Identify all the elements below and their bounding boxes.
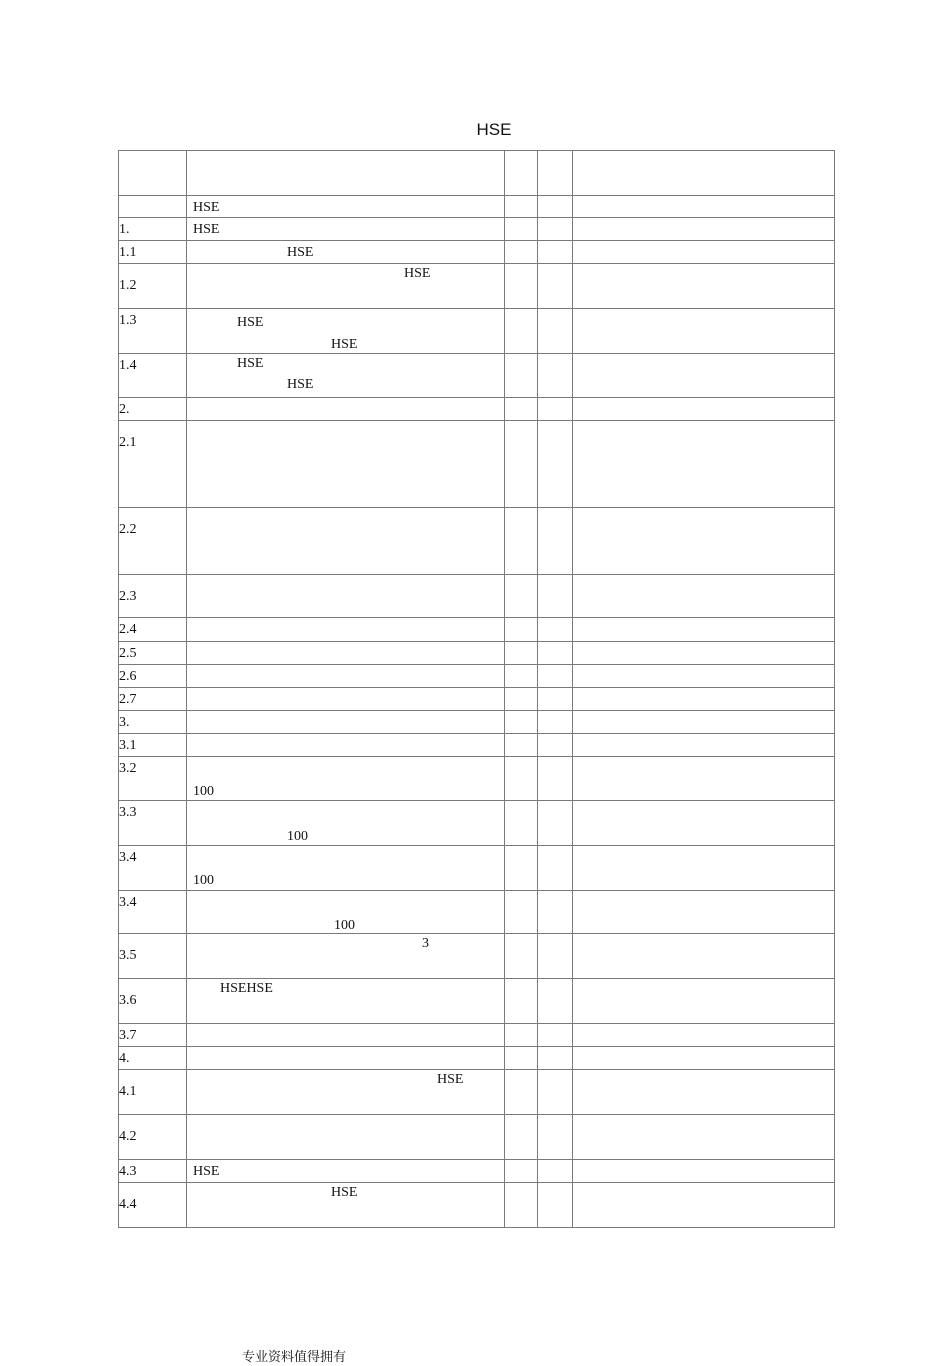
check-cell <box>538 891 573 934</box>
remarks-cell <box>573 264 835 309</box>
item-number: 2.3 <box>119 589 137 604</box>
item-content-cell <box>187 1070 505 1115</box>
check-cell <box>538 151 573 196</box>
remarks-cell <box>573 934 835 979</box>
item-content-cell <box>187 421 505 508</box>
check-cell <box>505 934 538 979</box>
table-row <box>119 934 835 979</box>
remarks-cell <box>573 218 835 241</box>
check-cell <box>538 734 573 757</box>
remarks-cell <box>573 1047 835 1070</box>
item-number: 4.3 <box>119 1164 137 1179</box>
check-cell <box>538 196 573 218</box>
table-row <box>119 508 835 575</box>
check-cell <box>538 508 573 575</box>
check-cell <box>538 1160 573 1183</box>
check-cell <box>505 354 538 398</box>
item-number-cell <box>119 1024 187 1047</box>
check-cell <box>538 642 573 665</box>
item-content-cell <box>187 711 505 734</box>
item-number: 2.6 <box>119 669 137 684</box>
table-row <box>119 309 835 354</box>
check-cell <box>505 757 538 801</box>
item-number: 3.5 <box>119 948 137 963</box>
item-content-cell <box>187 264 505 309</box>
table-row <box>119 421 835 508</box>
item-content-cell <box>187 801 505 846</box>
remarks-cell <box>573 757 835 801</box>
item-number: 2.4 <box>119 622 137 637</box>
table-row <box>119 801 835 846</box>
check-cell <box>505 1183 538 1228</box>
item-content-cell <box>187 508 505 575</box>
item-number-cell <box>119 891 187 934</box>
item-number: 3.2 <box>119 761 137 776</box>
check-cell <box>505 1070 538 1115</box>
table-row <box>119 1115 835 1160</box>
check-cell <box>538 241 573 264</box>
item-number-cell <box>119 846 187 891</box>
remarks-cell <box>573 575 835 618</box>
check-cell <box>538 421 573 508</box>
item-number-cell <box>119 711 187 734</box>
item-content-cell <box>187 309 505 354</box>
item-number-cell <box>119 642 187 665</box>
remarks-cell <box>573 1115 835 1160</box>
table-row <box>119 891 835 934</box>
item-content-text: HSE <box>237 356 264 371</box>
check-cell <box>538 1183 573 1228</box>
check-cell <box>505 151 538 196</box>
check-cell <box>538 711 573 734</box>
table-row <box>119 642 835 665</box>
item-number-cell <box>119 151 187 196</box>
item-number: 3.3 <box>119 805 137 820</box>
remarks-cell <box>573 846 835 891</box>
item-content-text: 100 <box>193 784 214 799</box>
check-cell <box>538 218 573 241</box>
table-row <box>119 1070 835 1115</box>
check-cell <box>538 1115 573 1160</box>
item-number: 3.4 <box>119 850 137 865</box>
remarks-cell <box>573 398 835 421</box>
check-cell <box>505 398 538 421</box>
check-cell <box>505 218 538 241</box>
item-content-text: HSE <box>287 377 314 392</box>
remarks-cell <box>573 734 835 757</box>
item-content-cell <box>187 688 505 711</box>
remarks-cell <box>573 979 835 1024</box>
check-cell <box>538 1070 573 1115</box>
check-cell <box>505 1115 538 1160</box>
item-content-cell <box>187 1160 505 1183</box>
check-cell <box>538 398 573 421</box>
check-cell <box>505 264 538 309</box>
check-cell <box>538 846 573 891</box>
item-number: 4.1 <box>119 1084 137 1099</box>
item-content-text: HSE <box>331 1185 358 1200</box>
item-number-cell <box>119 354 187 398</box>
table-row <box>119 979 835 1024</box>
item-content-cell <box>187 1024 505 1047</box>
item-content-text: HSE <box>331 337 358 352</box>
table-row <box>119 846 835 891</box>
item-number-cell <box>119 801 187 846</box>
check-cell <box>538 979 573 1024</box>
item-number-cell <box>119 1115 187 1160</box>
item-number-cell <box>119 398 187 421</box>
item-number: 4.2 <box>119 1129 137 1144</box>
remarks-cell <box>573 891 835 934</box>
table-row <box>119 1183 835 1228</box>
check-cell <box>538 801 573 846</box>
item-number-cell <box>119 1070 187 1115</box>
remarks-cell <box>573 665 835 688</box>
item-content-text: HSE <box>287 245 314 260</box>
item-number: 4. <box>119 1051 130 1066</box>
item-number-cell <box>119 979 187 1024</box>
item-content-cell <box>187 934 505 979</box>
item-number-cell <box>119 309 187 354</box>
table-row <box>119 665 835 688</box>
item-content-text: HSE <box>193 222 220 237</box>
item-number-cell <box>119 665 187 688</box>
item-number: 1. <box>119 222 130 237</box>
item-content-cell <box>187 1183 505 1228</box>
item-content-text: 100 <box>334 918 355 933</box>
check-cell <box>538 618 573 642</box>
item-number: 3.4 <box>119 895 137 910</box>
remarks-cell <box>573 1024 835 1047</box>
check-cell <box>505 734 538 757</box>
item-number: 1.1 <box>119 245 137 260</box>
check-cell <box>505 1024 538 1047</box>
table-row <box>119 734 835 757</box>
check-cell <box>505 508 538 575</box>
item-content-cell <box>187 151 505 196</box>
item-number-cell <box>119 1047 187 1070</box>
item-number-cell <box>119 688 187 711</box>
item-content-text: 100 <box>193 873 214 888</box>
remarks-cell <box>573 688 835 711</box>
item-content-cell <box>187 665 505 688</box>
item-number: 4.4 <box>119 1197 137 1212</box>
item-content-cell <box>187 734 505 757</box>
table-row <box>119 151 835 196</box>
remarks-cell <box>573 618 835 642</box>
item-number: 2. <box>119 402 130 417</box>
item-content-text: HSEHSE <box>220 981 273 996</box>
item-content-text: HSE <box>404 266 431 281</box>
item-content-cell <box>187 196 505 218</box>
table-row <box>119 354 835 398</box>
item-content-cell <box>187 354 505 398</box>
item-number-cell <box>119 264 187 309</box>
check-cell <box>505 891 538 934</box>
check-cell <box>505 421 538 508</box>
item-number-cell <box>119 1183 187 1228</box>
item-content-cell <box>187 398 505 421</box>
remarks-cell <box>573 508 835 575</box>
check-cell <box>505 309 538 354</box>
item-content-text: HSE <box>193 200 220 215</box>
check-cell <box>505 618 538 642</box>
checklist-table <box>118 150 835 1228</box>
remarks-cell <box>573 1160 835 1183</box>
item-number: 2.7 <box>119 692 137 707</box>
item-number-cell <box>119 618 187 642</box>
item-number: 3.6 <box>119 993 137 1008</box>
item-content-text: HSE <box>437 1072 464 1087</box>
check-cell <box>538 934 573 979</box>
check-cell <box>505 688 538 711</box>
check-cell <box>538 757 573 801</box>
table-row <box>119 757 835 801</box>
item-content-cell <box>187 1115 505 1160</box>
table-row <box>119 1160 835 1183</box>
check-cell <box>505 979 538 1024</box>
item-content-cell <box>187 218 505 241</box>
item-number-cell <box>119 757 187 801</box>
check-cell <box>505 642 538 665</box>
table-row <box>119 196 835 218</box>
item-content-text: 100 <box>287 829 308 844</box>
remarks-cell <box>573 711 835 734</box>
remarks-cell <box>573 1070 835 1115</box>
item-content-text: 3 <box>422 936 429 951</box>
check-cell <box>538 665 573 688</box>
table-row <box>119 575 835 618</box>
item-number: 2.1 <box>119 435 137 450</box>
check-cell <box>538 354 573 398</box>
table-row <box>119 1024 835 1047</box>
check-cell <box>538 1024 573 1047</box>
table-row <box>119 218 835 241</box>
item-content-cell <box>187 642 505 665</box>
item-content-cell <box>187 618 505 642</box>
remarks-cell <box>573 241 835 264</box>
item-number-cell <box>119 218 187 241</box>
remarks-cell <box>573 151 835 196</box>
remarks-cell <box>573 801 835 846</box>
remarks-cell <box>573 196 835 218</box>
table-row <box>119 711 835 734</box>
check-cell <box>505 801 538 846</box>
remarks-cell <box>573 354 835 398</box>
check-cell <box>505 1047 538 1070</box>
item-number-cell <box>119 575 187 618</box>
table-row <box>119 688 835 711</box>
item-number: 3.1 <box>119 738 137 753</box>
item-content-cell <box>187 846 505 891</box>
item-number: 2.2 <box>119 522 137 537</box>
check-cell <box>505 196 538 218</box>
item-content-cell <box>187 575 505 618</box>
check-cell <box>538 309 573 354</box>
item-number-cell <box>119 734 187 757</box>
item-number: 1.2 <box>119 278 137 293</box>
check-cell <box>505 665 538 688</box>
table-row <box>119 264 835 309</box>
item-content-text: HSE <box>237 315 264 330</box>
table-row <box>119 1047 835 1070</box>
check-cell <box>505 846 538 891</box>
check-cell <box>505 575 538 618</box>
check-cell <box>505 1160 538 1183</box>
remarks-cell <box>573 421 835 508</box>
remarks-cell <box>573 642 835 665</box>
item-content-text: HSE <box>193 1164 220 1179</box>
item-number: 3. <box>119 715 130 730</box>
table-row <box>119 618 835 642</box>
item-number: 1.4 <box>119 358 137 373</box>
item-number-cell <box>119 241 187 264</box>
item-number-cell <box>119 1160 187 1183</box>
check-cell <box>538 1047 573 1070</box>
item-number: 2.5 <box>119 646 137 661</box>
item-content-cell <box>187 757 505 801</box>
check-cell <box>505 711 538 734</box>
item-content-cell <box>187 979 505 1024</box>
table-row <box>119 398 835 421</box>
item-number: 3.7 <box>119 1028 137 1043</box>
item-content-cell <box>187 891 505 934</box>
footer-text: 专业资料值得拥有 <box>242 1350 347 1365</box>
item-content-cell <box>187 241 505 264</box>
remarks-cell <box>573 1183 835 1228</box>
item-content-cell <box>187 1047 505 1070</box>
check-cell <box>538 575 573 618</box>
check-cell <box>505 241 538 264</box>
item-number-cell <box>119 421 187 508</box>
check-cell <box>538 688 573 711</box>
check-cell <box>538 264 573 309</box>
item-number: 1.3 <box>119 313 137 328</box>
item-number-cell <box>119 934 187 979</box>
item-number-cell <box>119 508 187 575</box>
document-title: HSE <box>476 120 512 139</box>
remarks-cell <box>573 309 835 354</box>
table-row <box>119 241 835 264</box>
item-number-cell <box>119 196 187 218</box>
